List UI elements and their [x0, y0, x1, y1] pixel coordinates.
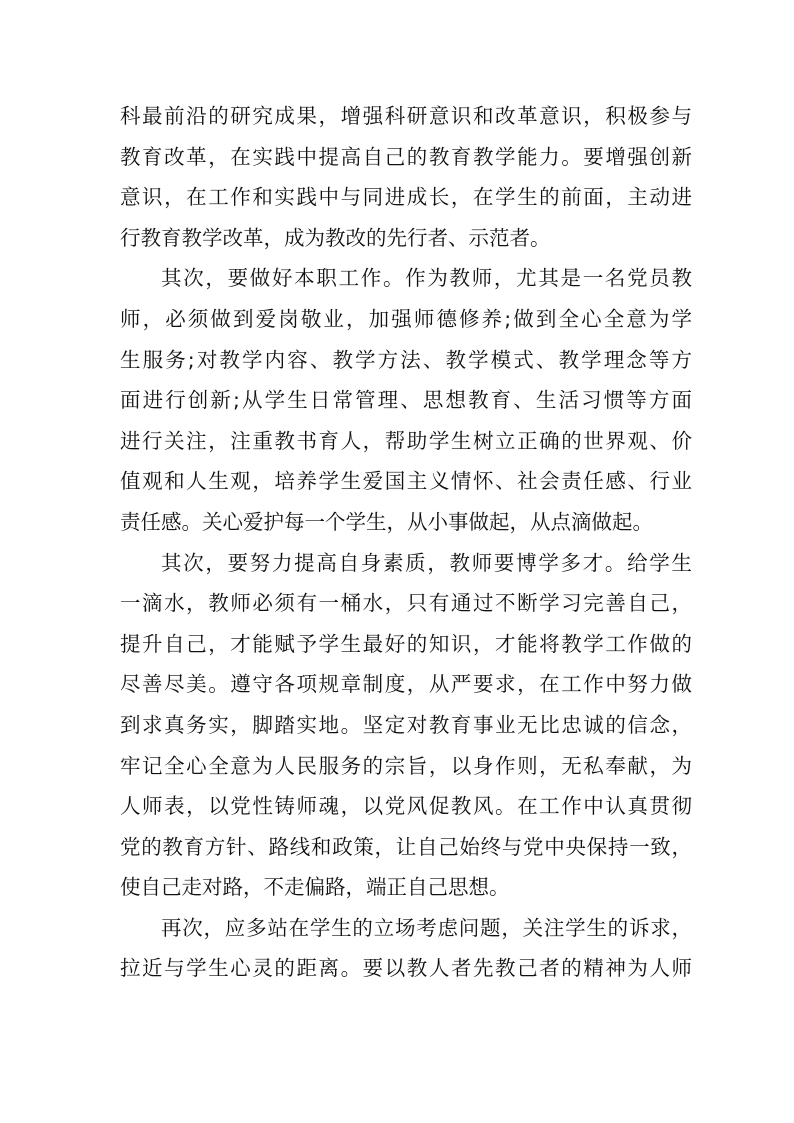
text-line: 师，必须做到爱岗敬业，加强师德修养;做到全心全意为学	[120, 306, 692, 331]
text-line: 尽善尽美。遵守各项规章制度，从严要求，在工作中努力做	[120, 672, 692, 697]
text-line: 科最前沿的研究成果，增强科研意识和改革意识，积极参与	[120, 104, 692, 128]
document-body	[120, 96, 692, 989]
paragraph-start-line: 再次，应多站在学生的立场考虑问题，关注学生的诉求，	[161, 915, 692, 940]
text-line: 人师表，以党性铸师魂，以党风促教风。在工作中认真贯彻	[120, 794, 692, 819]
text-line: 一滴水，教师必须有一桶水，只有通过不断学习完善自己，	[120, 591, 692, 616]
text-line: 进行关注，注重教书育人，帮助学生树立正确的世界观、价	[120, 428, 692, 453]
text-line: 生服务;对教学内容、教学方法、教学模式、教学理念等方	[120, 347, 692, 372]
text-line: 行教育教学改革，成为教改的先行者、示范者。	[120, 225, 551, 250]
text-line: 提升自己，才能赋予学生最好的知识，才能将教学工作做的	[120, 631, 692, 656]
text-line: 值观和人生观，培养学生爱国主义情怀、社会责任感、行业	[120, 469, 692, 494]
text-line: 意识，在工作和实践中与同进成长，在学生的前面，主动进	[120, 185, 692, 210]
paragraph-start-line: 其次，要做好本职工作。作为教师，尤其是一名党员教	[161, 266, 692, 291]
text-line: 教育改革，在实践中提高自己的教育教学能力。要增强创新	[120, 144, 692, 169]
text-line: 面进行创新;从学生日常管理、思想教育、生活习惯等方面	[120, 388, 692, 413]
text-line: 使自己走对路，不走偏路，端正自己思想。	[120, 875, 510, 900]
text-line: 党的教育方针、路线和政策，让自己始终与党中央保持一致，	[120, 834, 692, 859]
paragraph-start-line: 其次，要努力提高自身素质，教师要博学多才。给学生	[161, 550, 692, 575]
text-line: 责任感。关心爱护每一个学生，从小事做起，从点滴做起。	[120, 509, 653, 534]
text-line: 拉近与学生心灵的距离。要以教人者先教己者的精神为人师	[120, 956, 692, 981]
text-line: 到求真务实，脚踏实地。坚定对教育事业无比忠诚的信念，	[120, 712, 692, 737]
text-line: 牢记全心全意为人民服务的宗旨，以身作则，无私奉献，为	[120, 753, 692, 778]
